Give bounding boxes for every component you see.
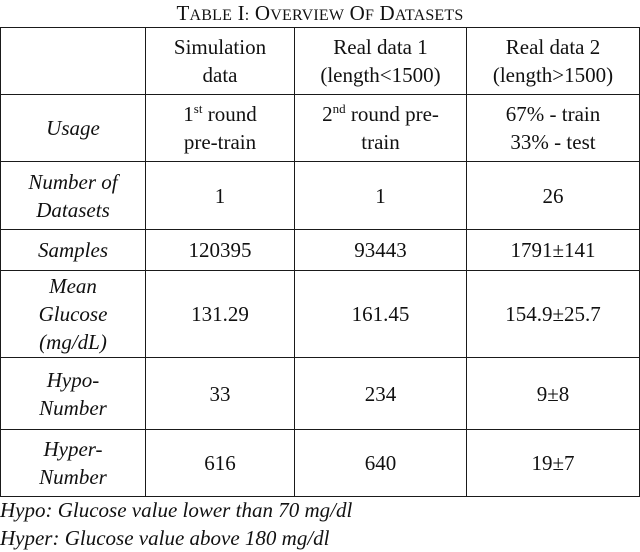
table-row-mean-glucose (1, 271, 640, 358)
caption-title: OVERVIEW OF DATASETS (254, 1, 464, 25)
cell-samples-real1: 93443 (295, 230, 467, 271)
footnote-hypo: Hypo: Glucose value lower than 70 mg/dl (0, 498, 353, 522)
table-row-hyper-number (1, 430, 640, 497)
cell-hyper-real1: 640 (295, 430, 467, 497)
cell-hyper-real2: 19±7 (467, 430, 640, 497)
header-real-data-2: Real data 2 (length>1500) (467, 28, 640, 95)
table-caption (0, 0, 640, 27)
datasets-table (0, 27, 640, 497)
row-header-hyper-number: Hyper- Number (1, 430, 146, 497)
table-row-number-of-datasets (1, 162, 640, 230)
cell-samples-real2: 1791±141 (467, 230, 640, 271)
cell-datasets-simulation: 1 (146, 162, 295, 230)
header-simulation-data: Simulation data (146, 28, 295, 95)
cell-usage-simulation: 1st round pre-train (146, 95, 295, 162)
table-footnotes (0, 496, 640, 552)
table-header-row (1, 28, 640, 95)
row-header-samples: Samples (1, 230, 146, 271)
cell-hypo-real1: 234 (295, 358, 467, 430)
cell-glucose-real1: 161.45 (295, 271, 467, 358)
row-header-hypo-number: Hypo- Number (1, 358, 146, 430)
cell-usage-real2: 67% - train 33% - test (467, 95, 640, 162)
header-real-data-1: Real data 1 (length<1500) (295, 28, 467, 95)
cell-usage-real1: 2nd round pre- train (295, 95, 467, 162)
cell-datasets-real2: 26 (467, 162, 640, 230)
cell-hypo-real2: 9±8 (467, 358, 640, 430)
cell-samples-simulation: 120395 (146, 230, 295, 271)
caption-label: TABLE I: (176, 1, 250, 25)
footnote-hyper: Hyper: Glucose value above 180 mg/dl (0, 526, 330, 550)
cell-hyper-simulation: 616 (146, 430, 295, 497)
row-header-number-of-datasets: Number of Datasets (1, 162, 146, 230)
table-row-usage (1, 95, 640, 162)
table-row-samples (1, 230, 640, 271)
cell-glucose-real2: 154.9±25.7 (467, 271, 640, 358)
cell-hypo-simulation: 33 (146, 358, 295, 430)
row-header-mean-glucose: Mean Glucose (mg/dL) (1, 271, 146, 358)
row-header-usage: Usage (1, 95, 146, 162)
table-row-hypo-number (1, 358, 640, 430)
cell-datasets-real1: 1 (295, 162, 467, 230)
cell-glucose-simulation: 131.29 (146, 271, 295, 358)
header-empty-cell (1, 28, 146, 95)
